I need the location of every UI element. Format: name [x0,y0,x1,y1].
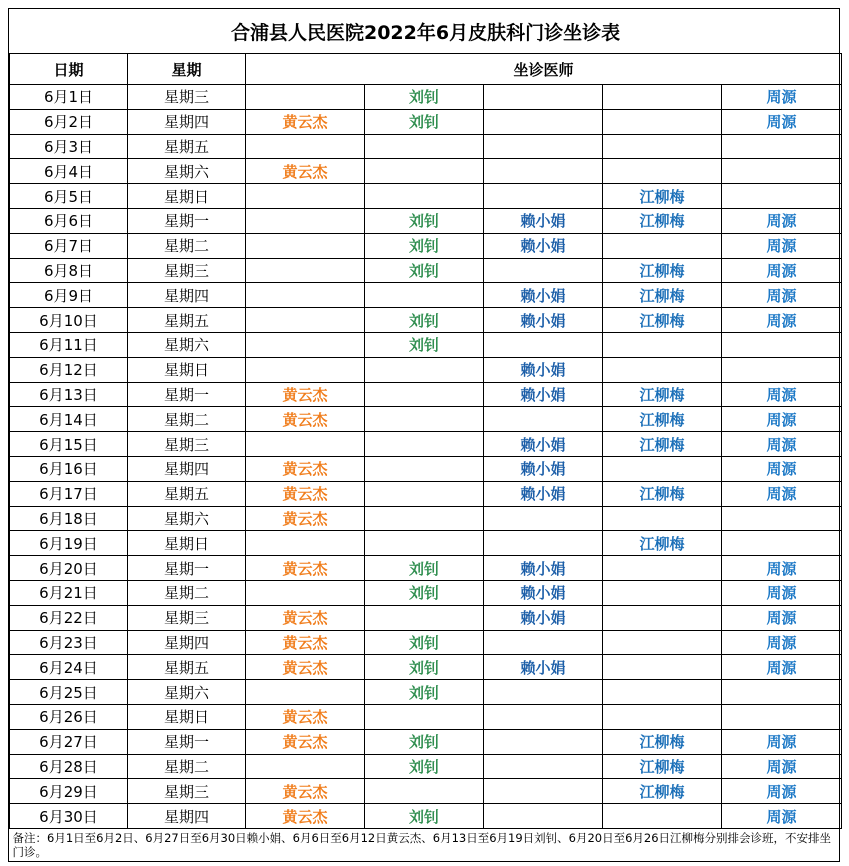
table-row [10,456,842,481]
cell-zhou: 周源 [722,481,842,506]
cell-date: 6月14日 [10,407,128,432]
cell-jiang [603,357,722,382]
cell-date: 6月30日 [10,804,128,829]
cell-lai [484,630,603,655]
table-row [10,134,842,159]
cell-jiang: 江柳梅 [603,308,722,333]
cell-huang: 黄云杰 [246,407,365,432]
cell-zhou: 周源 [722,208,842,233]
cell-lai: 赖小娟 [484,308,603,333]
cell-lai: 赖小娟 [484,382,603,407]
cell-jiang: 江柳梅 [603,779,722,804]
cell-weekday: 星期二 [128,233,246,258]
table-row [10,580,842,605]
cell-weekday: 星期三 [128,85,246,110]
cell-date: 6月18日 [10,506,128,531]
cell-zhou: 周源 [722,308,842,333]
cell-weekday: 星期五 [128,481,246,506]
cell-jiang [603,332,722,357]
cell-jiang: 江柳梅 [603,407,722,432]
cell-jiang [603,804,722,829]
cell-jiang: 江柳梅 [603,531,722,556]
cell-lai [484,159,603,184]
cell-liu: 刘钊 [365,109,484,134]
cell-zhou: 周源 [722,258,842,283]
table-row [10,804,842,829]
cell-jiang: 江柳梅 [603,258,722,283]
cell-zhou: 周源 [722,804,842,829]
cell-date: 6月19日 [10,531,128,556]
cell-date: 6月9日 [10,283,128,308]
cell-date: 6月11日 [10,332,128,357]
cell-zhou [722,159,842,184]
cell-liu [365,779,484,804]
cell-jiang [603,556,722,581]
cell-jiang [603,655,722,680]
cell-date: 6月21日 [10,580,128,605]
cell-lai: 赖小娟 [484,655,603,680]
cell-weekday: 星期日 [128,357,246,382]
cell-jiang [603,159,722,184]
cell-jiang [603,134,722,159]
table-row [10,630,842,655]
cell-jiang: 江柳梅 [603,729,722,754]
cell-jiang: 江柳梅 [603,382,722,407]
cell-jiang [603,109,722,134]
cell-liu: 刘钊 [365,258,484,283]
cell-weekday: 星期三 [128,605,246,630]
cell-liu [365,382,484,407]
cell-weekday: 星期四 [128,456,246,481]
cell-lai: 赖小娟 [484,283,603,308]
table-row [10,85,842,110]
cell-liu [365,283,484,308]
cell-weekday: 星期六 [128,332,246,357]
table-row [10,357,842,382]
cell-huang [246,680,365,705]
cell-zhou: 周源 [722,382,842,407]
cell-huang [246,308,365,333]
cell-huang: 黄云杰 [246,109,365,134]
cell-date: 6月24日 [10,655,128,680]
cell-date: 6月13日 [10,382,128,407]
cell-weekday: 星期二 [128,580,246,605]
footnote: 备注：6月1日至6月2日、6月27日至6月30日赖小娟、6月6日至6月12日黄云杰、6月13日至6月19日刘钊、6月20日至6月26日江柳梅分别排会诊班，不安排坐门诊。 [10,828,842,861]
schedule-sheet [8,8,840,862]
cell-jiang [603,605,722,630]
cell-jiang: 江柳梅 [603,432,722,457]
cell-liu [365,481,484,506]
cell-liu [365,605,484,630]
cell-zhou [722,506,842,531]
cell-huang [246,357,365,382]
table-row [10,754,842,779]
table-row [10,258,842,283]
cell-zhou: 周源 [722,779,842,804]
cell-date: 6月29日 [10,779,128,804]
cell-liu [365,134,484,159]
cell-liu: 刘钊 [365,580,484,605]
cell-jiang: 江柳梅 [603,184,722,209]
cell-huang: 黄云杰 [246,481,365,506]
cell-huang: 黄云杰 [246,456,365,481]
table-row [10,531,842,556]
cell-zhou [722,531,842,556]
cell-weekday: 星期五 [128,655,246,680]
cell-zhou [722,184,842,209]
cell-huang [246,233,365,258]
cell-zhou: 周源 [722,85,842,110]
cell-jiang [603,680,722,705]
cell-zhou: 周源 [722,580,842,605]
cell-lai [484,85,603,110]
cell-jiang: 江柳梅 [603,754,722,779]
cell-date: 6月5日 [10,184,128,209]
table-row [10,680,842,705]
table-row [10,184,842,209]
cell-date: 6月7日 [10,233,128,258]
cell-weekday: 星期四 [128,283,246,308]
cell-weekday: 星期四 [128,804,246,829]
cell-weekday: 星期一 [128,382,246,407]
cell-liu: 刘钊 [365,208,484,233]
header-weekday: 星期 [128,54,246,85]
cell-jiang [603,85,722,110]
cell-huang [246,754,365,779]
cell-huang: 黄云杰 [246,804,365,829]
cell-date: 6月20日 [10,556,128,581]
cell-weekday: 星期一 [128,556,246,581]
table-row [10,407,842,432]
cell-lai [484,134,603,159]
cell-lai: 赖小娟 [484,481,603,506]
table-row [10,159,842,184]
cell-jiang [603,456,722,481]
cell-liu [365,159,484,184]
cell-huang: 黄云杰 [246,506,365,531]
cell-zhou [722,134,842,159]
cell-zhou: 周源 [722,283,842,308]
cell-liu: 刘钊 [365,85,484,110]
cell-jiang [603,506,722,531]
cell-date: 6月1日 [10,85,128,110]
cell-lai [484,804,603,829]
cell-zhou: 周源 [722,630,842,655]
cell-huang: 黄云杰 [246,556,365,581]
cell-liu: 刘钊 [365,556,484,581]
cell-zhou: 周源 [722,233,842,258]
cell-zhou: 周源 [722,432,842,457]
table-row [10,779,842,804]
cell-liu [365,704,484,729]
cell-weekday: 星期一 [128,208,246,233]
cell-date: 6月28日 [10,754,128,779]
cell-lai [484,506,603,531]
cell-zhou [722,332,842,357]
cell-liu: 刘钊 [365,308,484,333]
cell-huang: 黄云杰 [246,605,365,630]
cell-lai [484,109,603,134]
cell-weekday: 星期五 [128,134,246,159]
cell-liu: 刘钊 [365,804,484,829]
cell-liu [365,184,484,209]
cell-lai: 赖小娟 [484,580,603,605]
header-date: 日期 [10,54,128,85]
cell-zhou: 周源 [722,109,842,134]
cell-lai [484,704,603,729]
cell-jiang [603,233,722,258]
cell-weekday: 星期三 [128,432,246,457]
cell-jiang: 江柳梅 [603,283,722,308]
cell-lai [484,332,603,357]
header-doctors: 坐诊医师 [246,54,842,85]
cell-lai [484,258,603,283]
cell-lai: 赖小娟 [484,432,603,457]
cell-lai: 赖小娟 [484,208,603,233]
cell-zhou [722,704,842,729]
schedule-rows [10,85,842,829]
cell-huang [246,134,365,159]
cell-weekday: 星期三 [128,258,246,283]
cell-huang: 黄云杰 [246,704,365,729]
cell-huang [246,208,365,233]
table-row [10,233,842,258]
cell-huang [246,432,365,457]
cell-huang: 黄云杰 [246,729,365,754]
table-row [10,208,842,233]
cell-jiang [603,704,722,729]
cell-weekday: 星期二 [128,407,246,432]
cell-weekday: 星期五 [128,308,246,333]
table-row [10,506,842,531]
cell-huang [246,283,365,308]
cell-zhou: 周源 [722,655,842,680]
cell-date: 6月6日 [10,208,128,233]
cell-liu: 刘钊 [365,233,484,258]
table-row [10,556,842,581]
table-row [10,332,842,357]
cell-zhou [722,680,842,705]
cell-liu: 刘钊 [365,729,484,754]
cell-date: 6月17日 [10,481,128,506]
cell-lai [484,531,603,556]
cell-date: 6月22日 [10,605,128,630]
cell-lai: 赖小娟 [484,456,603,481]
cell-date: 6月10日 [10,308,128,333]
cell-weekday: 星期六 [128,506,246,531]
cell-weekday: 星期四 [128,630,246,655]
cell-date: 6月26日 [10,704,128,729]
cell-liu [365,357,484,382]
cell-huang [246,580,365,605]
cell-liu [365,506,484,531]
cell-lai [484,754,603,779]
cell-lai [484,184,603,209]
cell-date: 6月4日 [10,159,128,184]
cell-date: 6月25日 [10,680,128,705]
cell-jiang: 江柳梅 [603,208,722,233]
cell-date: 6月27日 [10,729,128,754]
cell-zhou: 周源 [722,605,842,630]
schedule-table [9,9,842,861]
table-row [10,432,842,457]
cell-jiang [603,630,722,655]
cell-zhou: 周源 [722,754,842,779]
cell-huang: 黄云杰 [246,382,365,407]
cell-lai [484,407,603,432]
table-row [10,308,842,333]
cell-zhou: 周源 [722,407,842,432]
cell-zhou: 周源 [722,729,842,754]
cell-date: 6月15日 [10,432,128,457]
cell-lai [484,680,603,705]
cell-liu [365,531,484,556]
table-row [10,605,842,630]
cell-date: 6月16日 [10,456,128,481]
cell-zhou [722,357,842,382]
cell-lai [484,779,603,804]
cell-date: 6月23日 [10,630,128,655]
cell-huang [246,332,365,357]
cell-date: 6月2日 [10,109,128,134]
cell-weekday: 星期日 [128,704,246,729]
cell-lai [484,729,603,754]
cell-huang [246,85,365,110]
cell-date: 6月3日 [10,134,128,159]
cell-zhou: 周源 [722,556,842,581]
cell-liu: 刘钊 [365,332,484,357]
cell-huang [246,258,365,283]
cell-weekday: 星期日 [128,531,246,556]
cell-liu [365,407,484,432]
table-row [10,704,842,729]
cell-huang: 黄云杰 [246,630,365,655]
cell-zhou: 周源 [722,456,842,481]
cell-huang: 黄云杰 [246,159,365,184]
cell-liu: 刘钊 [365,754,484,779]
table-row [10,109,842,134]
cell-lai: 赖小娟 [484,605,603,630]
cell-liu: 刘钊 [365,680,484,705]
cell-weekday: 星期日 [128,184,246,209]
cell-weekday: 星期三 [128,779,246,804]
cell-huang [246,531,365,556]
cell-lai: 赖小娟 [484,556,603,581]
cell-liu [365,432,484,457]
cell-weekday: 星期六 [128,159,246,184]
cell-jiang: 江柳梅 [603,481,722,506]
table-row [10,382,842,407]
table-row [10,655,842,680]
cell-date: 6月12日 [10,357,128,382]
cell-weekday: 星期二 [128,754,246,779]
cell-lai: 赖小娟 [484,357,603,382]
cell-jiang [603,580,722,605]
cell-weekday: 星期六 [128,680,246,705]
cell-huang: 黄云杰 [246,655,365,680]
table-row [10,283,842,308]
page-title: 合浦县人民医院2022年6月皮肤科门诊坐诊表 [10,9,842,54]
cell-huang [246,184,365,209]
cell-weekday: 星期一 [128,729,246,754]
cell-lai: 赖小娟 [484,233,603,258]
cell-date: 6月8日 [10,258,128,283]
table-row [10,729,842,754]
cell-huang: 黄云杰 [246,779,365,804]
cell-liu: 刘钊 [365,630,484,655]
cell-liu [365,456,484,481]
cell-liu: 刘钊 [365,655,484,680]
cell-weekday: 星期四 [128,109,246,134]
table-row [10,481,842,506]
